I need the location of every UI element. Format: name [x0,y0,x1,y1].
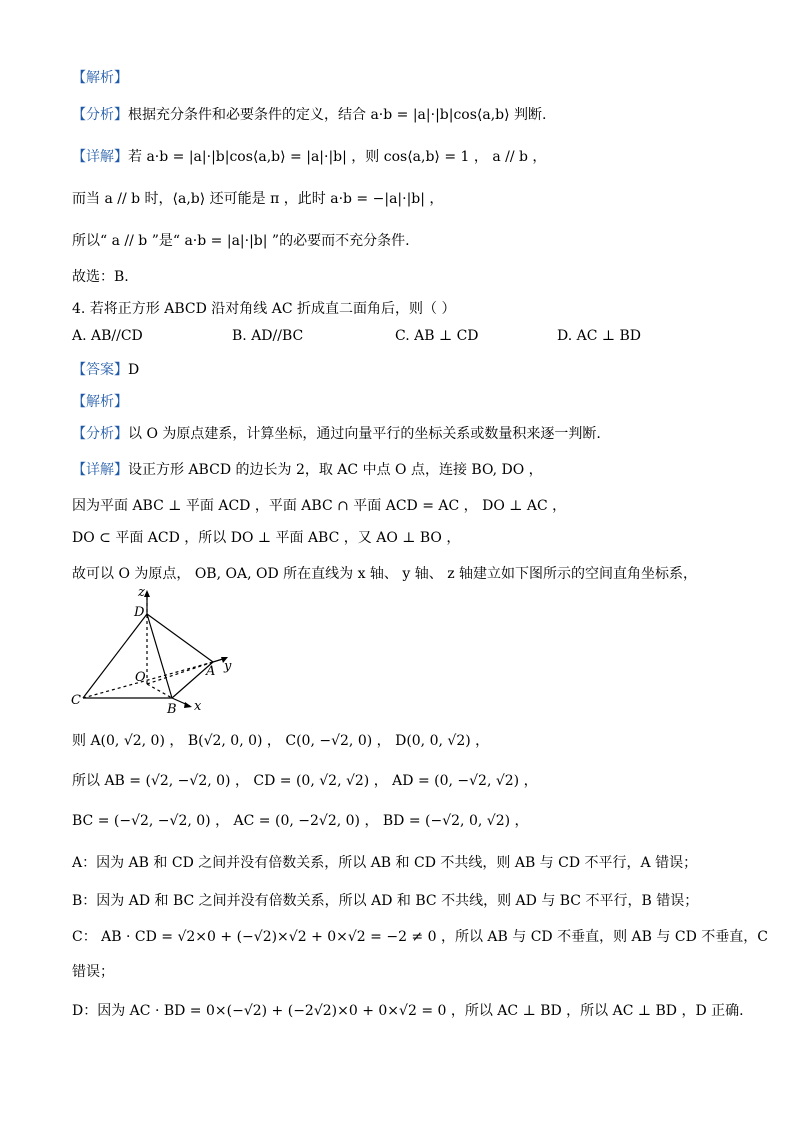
option-d-reason: D：因为 AC · BD = 0×(−√2) + (−2√2)×0 + 0×√2 = 0 ，所以 AC ⊥ BD ，所以 AC ⊥ BD ，D 正确. [72,1003,744,1019]
analysis-1 [72,104,547,124]
detail-1 [72,146,546,166]
vectors-line-2: BC = (−√2, −√2, 0) ， AC = (0, −2√2, 0) ， BD = (−√2, 0, √2) ， [72,813,529,829]
answer-value: D [128,362,140,378]
option-d: D. AC ⊥ BD [557,328,642,344]
question-4: 4. 若将正方形 ABCD 沿对角线 AC 折成直二面角后，则（ ） [72,301,456,317]
label-y: y [224,659,232,674]
vectors-line-1: 所以 AB = (√2, −√2, 0) ， CD = (0, √2, √2) ， AD = (0, −√2, √2) ， [72,773,538,789]
label-z: z [138,586,145,600]
heading-analysis-2: 【解析】 [72,394,128,410]
option-c-reason: C： AB · CD = √2×0 + (−√2)×√2 + 0×√2 = −2 ≠ 0 ，所以 AB 与 CD 不垂直，则 AB 与 CD 不垂直，C [72,929,768,945]
answer-tag: 【答案】 [72,362,128,378]
answer-choice: 故选：B. [72,269,129,285]
detail-tag: 【详解】 [72,149,128,165]
reasoning-line-2c: DO ⊂ 平面 ACD ，所以 DO ⊥ 平面 ABC ，又 AO ⊥ BO ， [72,530,461,546]
reasoning-line-2d: 故可以 O 为原点， OB, OA, OD 所在直线为 x 轴、 y 轴、 z 轴建立如下图所示的空间直角坐标系， [72,566,698,582]
detail-text-2: 设正方形 ABCD 的边长为 2，取 AC 中点 O 点，连接 BO, DO ， [128,462,543,478]
detail-tag-2: 【详解】 [72,462,128,478]
conclusion-line: 所以“ a // b ”是“ a·b = |a|·|b| ”的必要而不充分条件. [72,233,410,249]
option-c-reason-cont: 错误； [72,964,114,980]
label-b: B [167,702,177,717]
analysis-text: 根据充分条件和必要条件的定义，结合 a·b = |a|·|b|cos⟨a,b⟩ 判断. [128,107,547,123]
reasoning-line: 而当 a // b 时，⟨a,b⟩ 还可能是 π ，此时 a·b = −|a|·|b| ， [72,191,444,207]
analysis-2 [72,423,601,443]
analysis-tag-2: 【分析】 [72,426,128,442]
option-b-reason: B：因为 AD 和 BC 之间并没有倍数关系，所以 AD 和 BC 不共线，则 AD 与 BC 不平行，B 错误； [72,893,699,909]
label-o: O [135,670,146,685]
answer-4 [72,359,139,379]
option-a: A. AB//CD [72,328,143,344]
label-a: A [206,664,216,679]
coords-line: 则 A(0, √2, 0) ， B(√2, 0, 0) ， C(0, −√2, 0) ， D(0, 0, √2) ， [72,733,490,749]
label-x: x [194,699,202,714]
analysis-tag: 【分析】 [72,107,128,123]
option-c: C. AB ⊥ CD [395,328,479,344]
analysis-text-2: 以 O 为原点建系，计算坐标，通过向量平行的坐标关系或数量积来逐一判断. [128,426,601,442]
option-a-reason: A：因为 AB 和 CD 之间并没有倍数关系，所以 AB 和 CD 不共线，则 AB 与 CD 不平行，A 错误； [72,855,698,871]
option-b: B. AD//BC [232,328,304,344]
label-d: D [134,605,145,620]
reasoning-line-2b: 因为平面 ABC ⊥ 平面 ACD ，平面 ABC ∩ 平面 ACD = AC ， DO ⊥ AC ， [72,498,567,514]
detail-text: 若 a·b = |a|·|b|cos⟨a,b⟩ = |a|·|b| ，则 cos⟨a,b⟩ = 1 ， a // b ， [128,149,547,165]
heading-analysis-1: 【解析】 [72,70,128,86]
pyramid-figure [68,586,248,718]
detail-2 [72,459,543,479]
label-c: C [71,693,81,708]
